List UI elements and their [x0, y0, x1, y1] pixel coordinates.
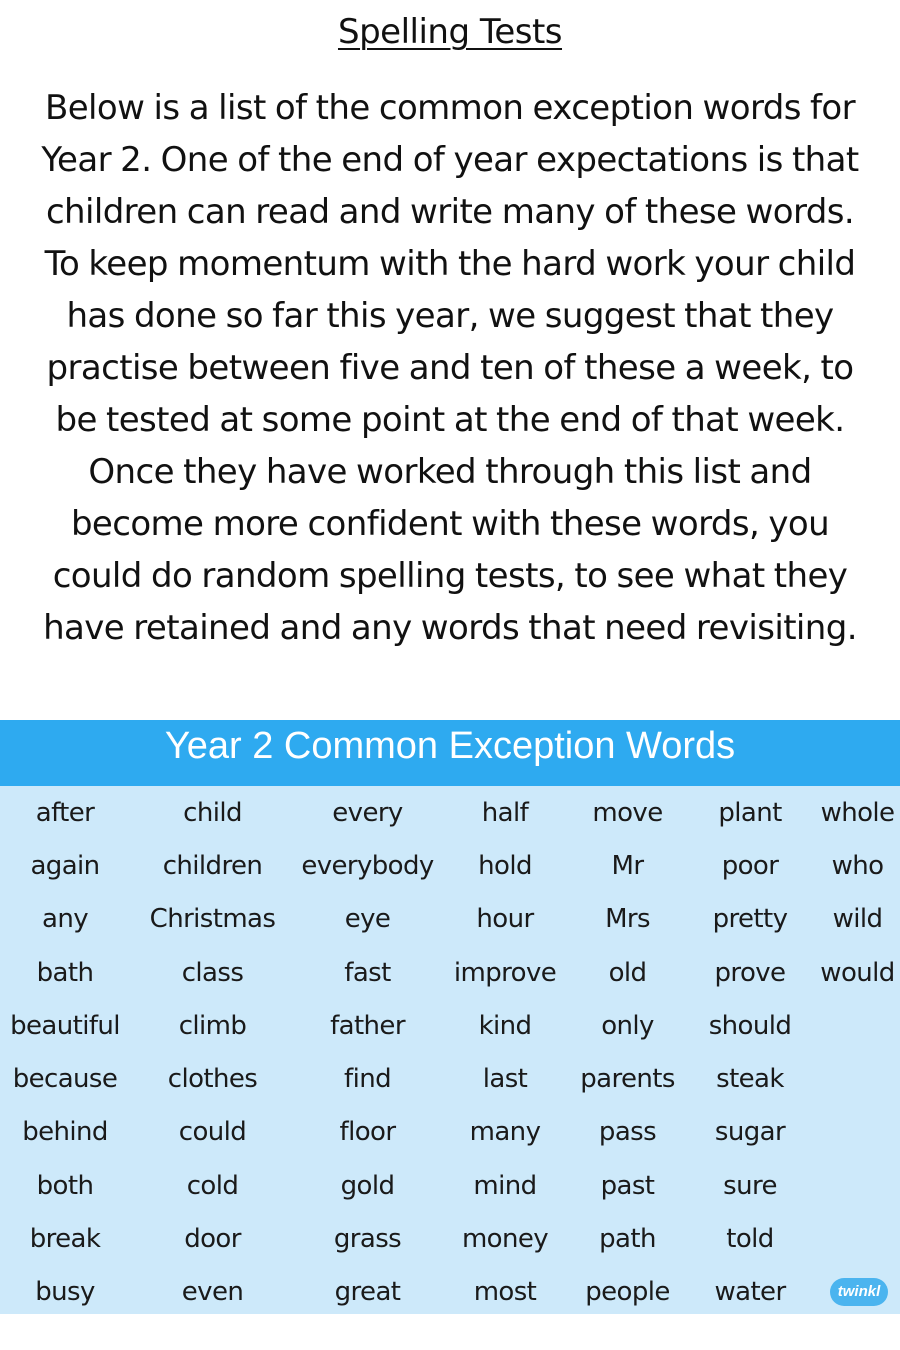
word-cell: fast	[344, 957, 391, 988]
word-cell: class	[181, 957, 244, 988]
twinkl-logo: twinkl	[830, 1278, 888, 1306]
word-cell: poor	[721, 850, 779, 881]
word-cell: bath	[36, 957, 94, 988]
word-cell: kind	[478, 1010, 532, 1041]
word-cell: hour	[476, 904, 534, 935]
word-cell: break	[29, 1224, 101, 1255]
word-cell: great	[334, 1277, 401, 1308]
word-cell: after	[35, 797, 95, 828]
word-cell: half	[481, 797, 529, 828]
word-cell: only	[601, 1010, 654, 1041]
word-cell: pretty	[712, 904, 788, 935]
word-cell: water	[714, 1277, 786, 1308]
word-grid	[0, 786, 900, 1314]
word-cell: people	[585, 1277, 670, 1308]
word-cell: plant	[718, 797, 782, 828]
word-cell: improve	[453, 957, 557, 988]
word-cell: everybody	[301, 850, 434, 881]
word-cell: Mr	[611, 850, 644, 881]
word-cell: told	[726, 1224, 774, 1255]
word-cell: clothes	[167, 1064, 258, 1095]
word-cell: Mrs	[605, 904, 650, 935]
word-cell: any	[42, 904, 88, 935]
word-cell: old	[608, 957, 647, 988]
word-cell: gold	[340, 1170, 395, 1201]
word-cell: busy	[35, 1277, 95, 1308]
word-cell: last	[482, 1064, 528, 1095]
word-cell: pass	[598, 1117, 657, 1148]
word-cell: money	[461, 1224, 549, 1255]
word-cell: child	[183, 797, 242, 828]
word-cell: move	[592, 797, 663, 828]
sheet-title: Year 2 Common Exception Words	[0, 720, 900, 786]
word-cell: even	[181, 1277, 244, 1308]
word-cell: grass	[333, 1224, 402, 1255]
page-title: Spelling Tests	[337, 12, 563, 52]
word-cell: because	[12, 1064, 118, 1095]
intro-paragraph: Below is a list of the common exception words for Year 2. One of the end of year expectations is that children can read and write many of these words. To keep momentum with the hard work your child has done so far this year, we suggest that they practise between five and ten of these a week, to be tested at some point at the end of that week. Once they have worked through this list and become more confident with these words, you could do random spelling tests, to see what they have retained and any words that need revisiting.	[41, 88, 859, 648]
word-cell: many	[469, 1117, 541, 1148]
word-cell: hold	[478, 850, 532, 881]
word-cell: again	[30, 850, 100, 881]
word-cell: father	[330, 1010, 405, 1041]
word-cell: steak	[716, 1064, 784, 1095]
word-cell: every	[332, 797, 403, 828]
word-cell: would	[820, 957, 895, 988]
word-cell: climb	[178, 1010, 247, 1041]
word-cell: cold	[186, 1170, 239, 1201]
word-cell: beautiful	[10, 1010, 120, 1041]
word-cell: whole	[820, 797, 895, 828]
word-cell: parents	[580, 1064, 675, 1095]
word-cell: who	[831, 850, 884, 881]
word-cell: past	[600, 1170, 655, 1201]
word-cell: Christmas	[149, 904, 276, 935]
word-cell: floor	[339, 1117, 396, 1148]
word-cell: path	[599, 1224, 656, 1255]
word-cell: most	[473, 1277, 537, 1308]
word-cell: children	[162, 850, 263, 881]
word-cell: both	[36, 1170, 94, 1201]
word-cell: sugar	[714, 1117, 786, 1148]
word-cell: could	[178, 1117, 247, 1148]
word-cell: behind	[22, 1117, 108, 1148]
word-cell: prove	[714, 957, 786, 988]
word-cell: find	[344, 1064, 391, 1095]
exception-words-sheet	[0, 720, 900, 1314]
word-cell: eye	[344, 904, 391, 935]
word-cell: mind	[473, 1170, 537, 1201]
word-cell: should	[708, 1010, 792, 1041]
word-cell: wild	[832, 904, 883, 935]
word-cell: sure	[723, 1170, 777, 1201]
word-cell: door	[184, 1224, 241, 1255]
